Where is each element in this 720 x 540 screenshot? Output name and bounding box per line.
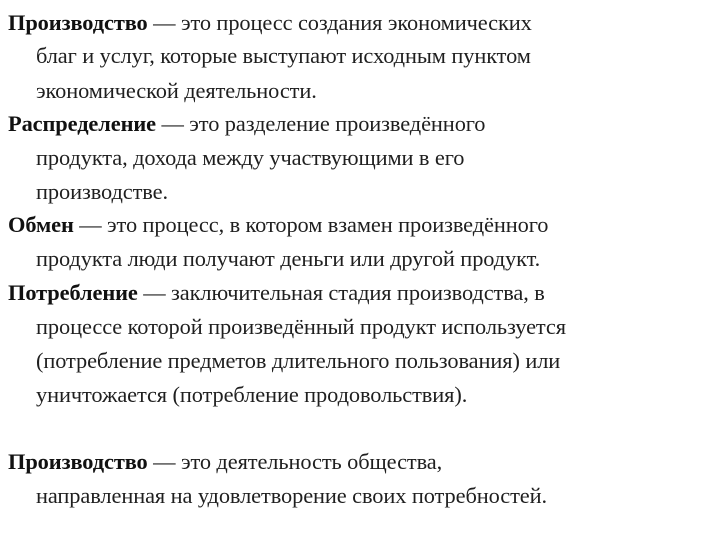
definition-text: — заключительная стадия производства, в: [137, 280, 545, 305]
definition-consumption-line-1: [8, 282, 545, 304]
term-production-2: Производство: [8, 449, 148, 474]
definition-production-line-3: экономической деятельности.: [36, 78, 317, 103]
definition-production-2-line-1: [8, 451, 442, 473]
definition-production-2-line-2: направленная на удовлетворение своих потребностей.: [36, 483, 548, 508]
definition-text: — это процесс, в котором взамен произведённого: [73, 212, 549, 237]
term-consumption: Потребление: [8, 280, 138, 305]
definition-text: — это разделение произведённого: [156, 111, 486, 136]
term-exchange: Обмен: [8, 212, 74, 237]
term-production: Производство: [8, 10, 148, 35]
definition-exchange-line-2: продукта люди получают деньги или другой продукт.: [36, 246, 541, 271]
definition-distribution-line-1: [8, 113, 485, 135]
definition-distribution-line-2: продукта, дохода между участвующими в его: [36, 145, 465, 170]
definition-text: — это деятельность общества,: [147, 449, 443, 474]
definition-production-line-2: благ и услуг, которые выступают исходным пунктом: [36, 43, 531, 68]
definition-consumption-line-2: процессе которой произведённый продукт используется: [36, 314, 566, 339]
definition-distribution-line-3: производстве.: [36, 179, 168, 204]
definition-production-line-1: [8, 12, 532, 34]
term-distribution: Распределение: [8, 111, 157, 136]
definition-consumption-line-3: (потребление предметов длительного пользования) или: [36, 348, 561, 373]
definition-text: — это процесс создания экономических: [147, 10, 532, 35]
definition-exchange-line-1: [8, 214, 548, 236]
definition-consumption-line-4: уничтожается (потребление продовольствия).: [36, 382, 468, 407]
